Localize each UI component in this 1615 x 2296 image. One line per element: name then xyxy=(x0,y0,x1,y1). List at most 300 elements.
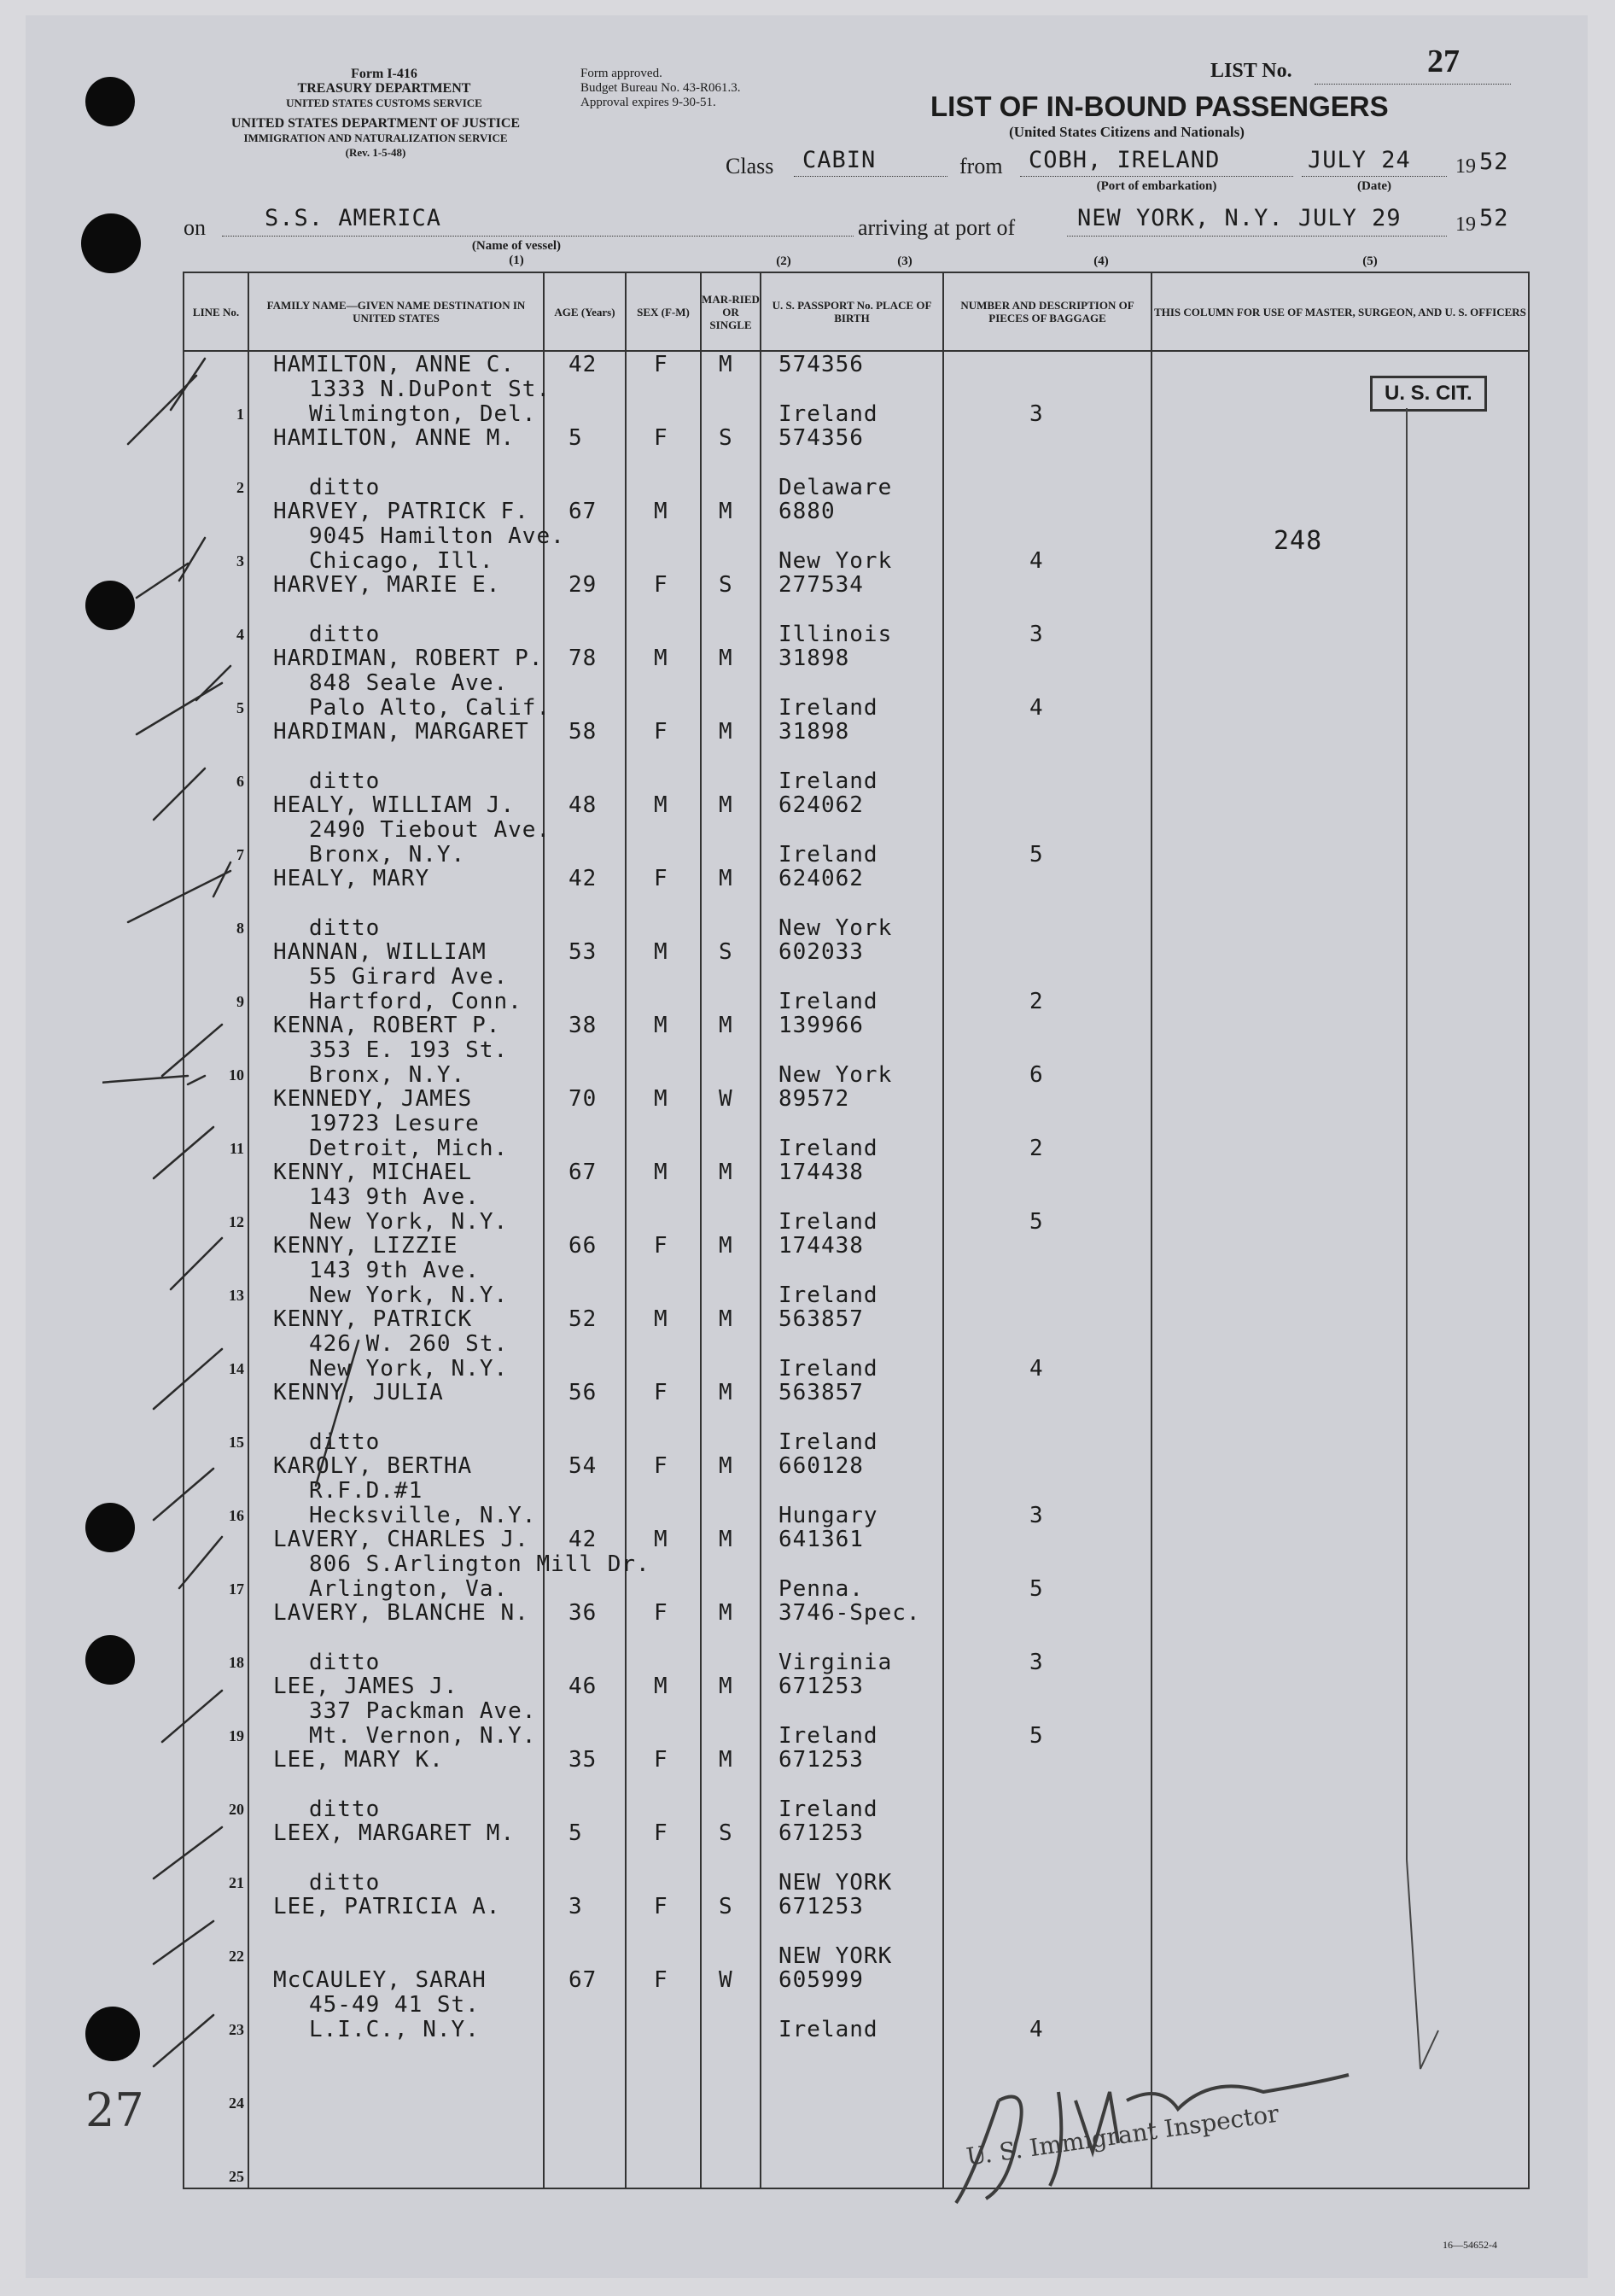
marital-cell xyxy=(701,2114,761,2188)
age-cell xyxy=(544,1674,626,1747)
passport-cell xyxy=(761,1453,943,1527)
baggage-count: 2 xyxy=(1029,1136,1044,1161)
marital-cell xyxy=(701,499,761,572)
baggage-count: 3 xyxy=(1029,622,1044,647)
official-cell xyxy=(1151,1306,1529,1380)
birth-place: Virginia xyxy=(778,1650,893,1675)
passenger-name: KAROLY, BERTHA xyxy=(273,1453,473,1479)
sex-value: F xyxy=(654,1820,668,1846)
marital-cell xyxy=(701,1233,761,1306)
passport-cell xyxy=(761,1674,943,1747)
address-line: 143 9th Ave. xyxy=(309,1184,480,1210)
vessel-caption-text: (Name of vessel) xyxy=(471,239,562,253)
passenger-name: LEE, MARY K. xyxy=(273,1747,444,1773)
sex-value: F xyxy=(654,425,668,451)
destination: ditto xyxy=(309,915,381,941)
marital-cell xyxy=(701,939,761,1013)
baggage-cell xyxy=(943,792,1151,866)
age-cell xyxy=(544,792,626,866)
baggage-cell xyxy=(943,1453,1151,1527)
official-cell xyxy=(1151,866,1529,939)
baggage-count: 4 xyxy=(1029,2017,1044,2042)
expires-label: Approval expires 9-30-51. xyxy=(580,96,716,109)
destination: ditto xyxy=(309,1870,381,1896)
official-cell xyxy=(1151,1600,1529,1674)
sex-value: M xyxy=(654,1013,668,1038)
col-num-2: (2) xyxy=(776,254,791,268)
age-cell xyxy=(544,719,626,792)
passenger-name: LEE, JAMES J. xyxy=(273,1674,458,1699)
birth-place: Ireland xyxy=(778,842,878,868)
marital-value: M xyxy=(719,499,733,524)
line-number: 23 xyxy=(229,2021,244,2038)
year2-prefix: 19 xyxy=(1455,213,1476,236)
official-cell xyxy=(1151,1013,1529,1086)
passport-number: 174438 xyxy=(778,1233,864,1259)
official-cell xyxy=(1151,646,1529,719)
age-value: 3 xyxy=(568,1894,583,1919)
date-value: JULY 24 xyxy=(1308,147,1411,173)
page-subtitle: (United States Citizens and Nationals) xyxy=(1009,124,1245,140)
sex-value: F xyxy=(654,1233,668,1259)
sex-value: M xyxy=(654,1674,668,1699)
line-number: 2 xyxy=(236,479,244,496)
line-number: 13 xyxy=(229,1287,244,1304)
col-header-line: LINE No. xyxy=(184,272,248,351)
destination: Bronx, N.Y. xyxy=(309,1062,466,1088)
passport-number: 31898 xyxy=(778,719,850,745)
list-no-label: LIST No. xyxy=(1210,60,1292,82)
marital-cell xyxy=(701,1527,761,1600)
age-cell xyxy=(544,1453,626,1527)
marital-value: M xyxy=(719,1380,733,1405)
birth-place: New York xyxy=(778,1062,893,1088)
baggage-cell xyxy=(943,1600,1151,1674)
line-number: 7 xyxy=(236,846,244,863)
official-cell xyxy=(1151,1233,1529,1306)
passport-number: 671253 xyxy=(778,1674,864,1699)
destination: ditto xyxy=(309,768,381,794)
marital-cell xyxy=(701,1086,761,1160)
birth-place: NEW YORK xyxy=(778,1870,893,1896)
marital-value: M xyxy=(719,1233,733,1259)
line-number: 10 xyxy=(229,1066,244,1084)
age-cell xyxy=(544,1747,626,1820)
destination: Hecksville, N.Y. xyxy=(309,1503,537,1528)
marital-cell xyxy=(701,1380,761,1453)
marital-cell xyxy=(701,719,761,792)
sex-cell xyxy=(626,1820,701,1894)
line-cell xyxy=(184,2114,248,2188)
passport-cell xyxy=(761,1747,943,1820)
passport-cell xyxy=(761,1306,943,1380)
age-cell xyxy=(544,425,626,499)
passport-number: 174438 xyxy=(778,1160,864,1185)
marital-cell xyxy=(701,792,761,866)
baggage-cell xyxy=(943,866,1151,939)
address-line: 848 Seale Ave. xyxy=(309,670,509,696)
marital-value: M xyxy=(719,1306,733,1332)
pencil-check-marks xyxy=(102,342,410,2083)
destination: ditto xyxy=(309,622,381,647)
official-cell xyxy=(1151,1380,1529,1453)
punch-hole xyxy=(85,77,135,126)
destination: Detroit, Mich. xyxy=(309,1136,509,1161)
vessel-caption xyxy=(418,239,615,268)
sex-cell xyxy=(626,866,701,939)
address-line: 337 Packman Ave. xyxy=(309,1698,537,1724)
sex-cell xyxy=(626,1527,701,1600)
baggage-cell xyxy=(943,1527,1151,1600)
sex-value: F xyxy=(654,866,668,891)
line-number: 21 xyxy=(229,1874,244,1891)
sex-value: F xyxy=(654,572,668,598)
line-number: 15 xyxy=(229,1434,244,1451)
sex-cell xyxy=(626,1894,701,1967)
line-number: 24 xyxy=(229,2094,244,2112)
baggage-cell xyxy=(943,1013,1151,1086)
passport-cell xyxy=(761,1380,943,1453)
baggage-count: 3 xyxy=(1029,1650,1044,1675)
passport-number: 574356 xyxy=(778,425,864,451)
margin-number: 27 xyxy=(85,2083,144,2137)
baggage-cell xyxy=(943,1306,1151,1380)
age-cell xyxy=(544,572,626,646)
customs-label: UNITED STATES CUSTOMS SERVICE xyxy=(286,96,482,109)
col-header-sex: SEX (F-M) xyxy=(626,272,701,351)
from-value: COBH, IRELAND xyxy=(1029,147,1221,173)
birth-place: Delaware xyxy=(778,475,893,500)
marital-cell xyxy=(701,1600,761,1674)
address-line: 9045 Hamilton Ave. xyxy=(309,523,565,549)
baggage-count: 3 xyxy=(1029,1503,1044,1528)
sex-cell xyxy=(626,1380,701,1453)
official-bracket-line xyxy=(1400,408,1451,2082)
official-cell xyxy=(1151,1894,1529,1967)
baggage-count: 4 xyxy=(1029,548,1044,574)
passport-cell xyxy=(761,572,943,646)
passport-cell xyxy=(761,425,943,499)
port-caption: (Port of embarkation) xyxy=(1096,179,1217,193)
passenger-name: KENNY, PATRICK xyxy=(273,1306,473,1332)
table-header-row xyxy=(184,272,1529,351)
destination: ditto xyxy=(309,1650,381,1675)
official-cell xyxy=(1151,1086,1529,1160)
passenger-name: LAVERY, CHARLES J. xyxy=(273,1527,529,1552)
baggage-count: 5 xyxy=(1029,842,1044,868)
passport-cell xyxy=(761,351,943,425)
marital-value: M xyxy=(719,1747,733,1773)
marital-cell xyxy=(701,1160,761,1233)
passport-number: 563857 xyxy=(778,1380,864,1405)
marital-cell xyxy=(701,2041,761,2114)
line-number: 12 xyxy=(229,1213,244,1230)
address-line: 45-49 41 St. xyxy=(309,1992,480,2018)
age-cell xyxy=(544,939,626,1013)
baggage-cell xyxy=(943,939,1151,1013)
birth-place: New York xyxy=(778,915,893,941)
passport-cell xyxy=(761,646,943,719)
age-cell xyxy=(544,1820,626,1894)
sex-value: M xyxy=(654,499,668,524)
age-cell xyxy=(544,866,626,939)
official-cell xyxy=(1151,1967,1529,2041)
passport-number: 624062 xyxy=(778,866,864,891)
age-value: 54 xyxy=(568,1453,598,1479)
treasury-label: TREASURY DEPARTMENT xyxy=(297,81,471,96)
baggage-cell xyxy=(943,1820,1151,1894)
age-cell xyxy=(544,1380,626,1453)
form-id-block xyxy=(256,67,512,110)
col-header-baggage: NUMBER AND DESCRIPTION OF PIECES OF BAGGAGE xyxy=(943,272,1151,351)
sex-cell xyxy=(626,425,701,499)
baggage-count: 5 xyxy=(1029,1209,1044,1235)
age-cell xyxy=(544,1233,626,1306)
approved-label: Form approved. xyxy=(580,67,662,80)
sex-cell xyxy=(626,1013,701,1086)
birth-place: New York xyxy=(778,548,893,574)
passport-number: 605999 xyxy=(778,1967,864,1993)
sex-cell xyxy=(626,2114,701,2188)
address-line: 426 W. 260 St. xyxy=(309,1331,509,1357)
line-number: 1 xyxy=(236,406,244,423)
class-underline xyxy=(794,176,947,177)
marital-cell xyxy=(701,1820,761,1894)
age-value: 67 xyxy=(568,499,598,524)
sex-value: F xyxy=(654,1967,668,1993)
marital-cell xyxy=(701,572,761,646)
official-cell xyxy=(1151,939,1529,1013)
marital-cell xyxy=(701,1894,761,1967)
official-cell xyxy=(1151,1453,1529,1527)
list-no-value: 27 xyxy=(1427,44,1460,79)
sex-cell xyxy=(626,499,701,572)
age-value: 35 xyxy=(568,1747,598,1773)
age-value: 42 xyxy=(568,352,598,377)
baggage-count: 2 xyxy=(1029,989,1044,1014)
destination: ditto xyxy=(309,1796,381,1822)
official-cell xyxy=(1151,1747,1529,1820)
age-value: 29 xyxy=(568,572,598,598)
birth-place: Hungary xyxy=(778,1503,878,1528)
marital-cell xyxy=(701,1013,761,1086)
line-number: 22 xyxy=(229,1948,244,1965)
birth-place: Ireland xyxy=(778,1282,878,1308)
sex-cell xyxy=(626,1600,701,1674)
sex-cell xyxy=(626,1747,701,1820)
age-cell xyxy=(544,1160,626,1233)
baggage-count: 5 xyxy=(1029,1576,1044,1602)
passenger-name: McCAULEY, SARAH xyxy=(273,1967,487,1993)
official-cell xyxy=(1151,1160,1529,1233)
class-value: CABIN xyxy=(802,147,877,173)
address-line: 2490 Tiebout Ave. xyxy=(309,817,551,843)
marital-cell xyxy=(701,1674,761,1747)
passport-cell xyxy=(761,939,943,1013)
address-line: 55 Girard Ave. xyxy=(309,964,509,990)
line-number: 6 xyxy=(236,773,244,790)
official-cell xyxy=(1151,499,1529,572)
marital-value: S xyxy=(719,425,733,451)
sex-value: F xyxy=(654,1747,668,1773)
passport-number: 641361 xyxy=(778,1527,864,1552)
passenger-name: HARDIMAN, MARGARET xyxy=(273,719,529,745)
official-cell xyxy=(1151,572,1529,646)
baggage-cell xyxy=(943,499,1151,572)
marital-value: S xyxy=(719,572,733,598)
official-cell xyxy=(1151,425,1529,499)
address-line: 353 E. 193 St. xyxy=(309,1037,509,1063)
vessel-underline xyxy=(222,236,854,237)
year2-suffix: 52 xyxy=(1479,205,1509,231)
passport-cell xyxy=(761,1233,943,1306)
age-value: 70 xyxy=(568,1086,598,1112)
passport-number: 3746-Spec. xyxy=(778,1600,921,1626)
passport-number: 671253 xyxy=(778,1820,864,1846)
date-underline xyxy=(1302,176,1447,177)
age-value: 36 xyxy=(568,1600,598,1626)
age-cell xyxy=(544,1013,626,1086)
marital-value: M xyxy=(719,352,733,377)
marital-value: M xyxy=(719,1674,733,1699)
passport-cell xyxy=(761,499,943,572)
marital-value: S xyxy=(719,939,733,965)
passport-number: 671253 xyxy=(778,1894,864,1919)
age-value: 67 xyxy=(568,1967,598,1993)
sex-cell xyxy=(626,719,701,792)
ins-label: IMMIGRATION AND NATURALIZATION SERVICE xyxy=(243,131,508,144)
destination: New York, N.Y. xyxy=(309,1282,509,1308)
age-value: 66 xyxy=(568,1233,598,1259)
marital-value: M xyxy=(719,1160,733,1185)
baggage-cell xyxy=(943,351,1151,425)
age-cell xyxy=(544,1306,626,1380)
justice-label: UNITED STATES DEPARTMENT OF JUSTICE xyxy=(230,116,521,131)
birth-place: Ireland xyxy=(778,1429,878,1455)
baggage-cell xyxy=(943,1747,1151,1820)
sex-value: F xyxy=(654,1380,668,1405)
destination: Mt. Vernon, N.Y. xyxy=(309,1723,537,1749)
marital-value: S xyxy=(719,1894,733,1919)
sex-cell xyxy=(626,351,701,425)
age-cell xyxy=(544,2114,626,2188)
approval-block xyxy=(580,67,811,110)
age-cell xyxy=(544,499,626,572)
marital-cell xyxy=(701,425,761,499)
sex-value: F xyxy=(654,719,668,745)
age-cell xyxy=(544,351,626,425)
destination: L.I.C., N.Y. xyxy=(309,2017,480,2042)
passport-cell xyxy=(761,1820,943,1894)
destination: Bronx, N.Y. xyxy=(309,842,466,868)
line-number: 16 xyxy=(229,1507,244,1524)
col-header-name: FAMILY NAME—GIVEN NAME DESTINATION IN UNITED STATES xyxy=(248,272,544,351)
destination: New York, N.Y. xyxy=(309,1356,509,1382)
line-number: 14 xyxy=(229,1360,244,1377)
passport-number: 563857 xyxy=(778,1306,864,1332)
passenger-name: HARDIMAN, ROBERT P. xyxy=(273,646,544,671)
passport-cell xyxy=(761,866,943,939)
sex-value: M xyxy=(654,1527,668,1552)
passport-cell xyxy=(761,1894,943,1967)
passport-number: 89572 xyxy=(778,1086,850,1112)
year1-prefix: 19 xyxy=(1455,155,1476,178)
baggage-cell xyxy=(943,425,1151,499)
passenger-name: KENNA, ROBERT P. xyxy=(273,1013,501,1038)
col-header-married: MAR-RIED OR SINGLE xyxy=(701,272,761,351)
passport-cell xyxy=(761,792,943,866)
from-label: from xyxy=(959,154,1003,178)
age-cell xyxy=(544,1086,626,1160)
destination: ditto xyxy=(309,1429,381,1455)
birth-place: Ireland xyxy=(778,989,878,1014)
passport-number: 660128 xyxy=(778,1453,864,1479)
budget-label: Budget Bureau No. 43-R061.3. xyxy=(580,81,741,95)
baggage-count: 6 xyxy=(1029,1062,1044,1088)
age-value: 42 xyxy=(568,1527,598,1552)
age-value: 48 xyxy=(568,792,598,818)
birth-place: Ireland xyxy=(778,1209,878,1235)
passport-cell xyxy=(761,1013,943,1086)
passport-number: 6880 xyxy=(778,499,836,524)
passport-number: 139966 xyxy=(778,1013,864,1038)
age-value: 56 xyxy=(568,1380,598,1405)
rev-label: (Rev. 1-5-48) xyxy=(345,146,406,159)
sex-cell xyxy=(626,1967,701,2041)
sex-value: M xyxy=(654,939,668,965)
line-number: 9 xyxy=(236,993,244,1010)
age-cell xyxy=(544,1894,626,1967)
address-line: 806 S.Arlington Mill Dr. xyxy=(309,1551,650,1577)
marital-value: M xyxy=(719,646,733,671)
official-cell xyxy=(1151,1674,1529,1747)
line-number: 11 xyxy=(229,1140,244,1157)
passport-cell xyxy=(761,1160,943,1233)
passenger-name: KENNEDY, JAMES xyxy=(273,1086,473,1112)
official-cell xyxy=(1151,1527,1529,1600)
sex-cell xyxy=(626,1306,701,1380)
age-cell xyxy=(544,2041,626,2114)
col-header-age: AGE (Years) xyxy=(544,272,626,351)
inspector-title: U. S. Immigrant Inspector xyxy=(965,2099,1281,2171)
baggage-cell xyxy=(943,1233,1151,1306)
age-value: 38 xyxy=(568,1013,598,1038)
birth-place: Ireland xyxy=(778,1136,878,1161)
baggage-cell xyxy=(943,1967,1151,2041)
col-num-3: (3) xyxy=(897,254,912,268)
col-header-passport: U. S. PASSPORT No. PLACE OF BIRTH xyxy=(761,272,943,351)
passport-cell xyxy=(761,1600,943,1674)
passenger-name: HEALY, WILLIAM J. xyxy=(273,792,516,818)
passport-number: 671253 xyxy=(778,1747,864,1773)
destination: Hartford, Conn. xyxy=(309,989,522,1014)
passport-cell xyxy=(761,1527,943,1600)
baggage-cell xyxy=(943,1086,1151,1160)
marital-value: M xyxy=(719,1527,733,1552)
passport-number: 602033 xyxy=(778,939,864,965)
marital-value: M xyxy=(719,792,733,818)
birth-place: Illinois xyxy=(778,622,893,647)
baggage-cell xyxy=(943,1894,1151,1967)
marital-value: W xyxy=(719,1086,733,1112)
sex-cell xyxy=(626,1160,701,1233)
baggage-count: 4 xyxy=(1029,695,1044,721)
marital-value: M xyxy=(719,719,733,745)
birth-place: Ireland xyxy=(778,695,878,721)
birth-place: Ireland xyxy=(778,2017,878,2042)
marital-value: M xyxy=(719,1013,733,1038)
destination: ditto xyxy=(309,475,381,500)
